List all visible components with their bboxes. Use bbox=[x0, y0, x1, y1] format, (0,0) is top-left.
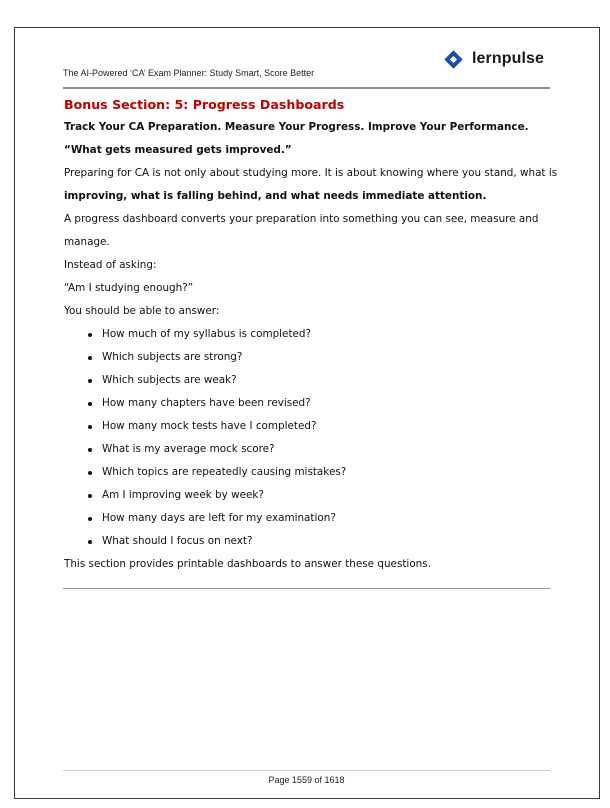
paragraph-line: A progress dashboard converts your preparation into something you can see, measure and bbox=[64, 213, 539, 225]
answer-intro: You should be able to answer: bbox=[64, 305, 220, 317]
paragraph-line: manage. bbox=[64, 236, 110, 248]
list-item: Which subjects are weak? bbox=[64, 369, 554, 392]
logo bbox=[444, 47, 544, 71]
list-item: Am I improving week by week? bbox=[64, 484, 554, 507]
diamond-logo-icon bbox=[444, 50, 462, 68]
paragraph-line: Preparing for CA is not only about studying more. It is about knowing where you stand, what is bbox=[64, 167, 558, 179]
list-item: Which subjects are strong? bbox=[64, 346, 554, 369]
content-divider bbox=[63, 588, 550, 589]
list-item: How many mock tests have I completed? bbox=[64, 415, 554, 438]
list-item: How many days are left for my examination? bbox=[64, 507, 554, 530]
closing-text: This section provides printable dashboards to answer these questions. bbox=[64, 558, 431, 570]
list-item: What is my average mock score? bbox=[64, 438, 554, 461]
page-number: Page 1559 of 1618 bbox=[268, 775, 345, 785]
list-item: Which topics are repeatedly causing mistakes? bbox=[64, 461, 554, 484]
footer-divider bbox=[63, 770, 550, 771]
paragraph-line: improving, what is falling behind, and what needs immediate attention. bbox=[64, 190, 487, 202]
question-text: “Am I studying enough?” bbox=[64, 282, 194, 294]
list-item: How much of my syllabus is completed? bbox=[64, 323, 554, 346]
section-tagline: Track Your CA Preparation. Measure Your Progress. Improve Your Performance. bbox=[64, 121, 529, 133]
list-item: What should I focus on next? bbox=[64, 530, 554, 553]
bullet-list bbox=[64, 323, 554, 553]
logo-text: lernpulse bbox=[472, 50, 545, 67]
instead-text: Instead of asking: bbox=[64, 259, 157, 271]
header-divider bbox=[63, 87, 550, 89]
section-heading: Bonus Section: 5: Progress Dashboards bbox=[64, 97, 345, 112]
section-quote: “What gets measured gets improved.” bbox=[64, 144, 292, 156]
page bbox=[14, 27, 600, 799]
document-title: The AI-Powered ‘CA’ Exam Planner: Study Smart, Score Better bbox=[63, 68, 315, 78]
list-item: How many chapters have been revised? bbox=[64, 392, 554, 415]
page-content bbox=[64, 94, 558, 576]
